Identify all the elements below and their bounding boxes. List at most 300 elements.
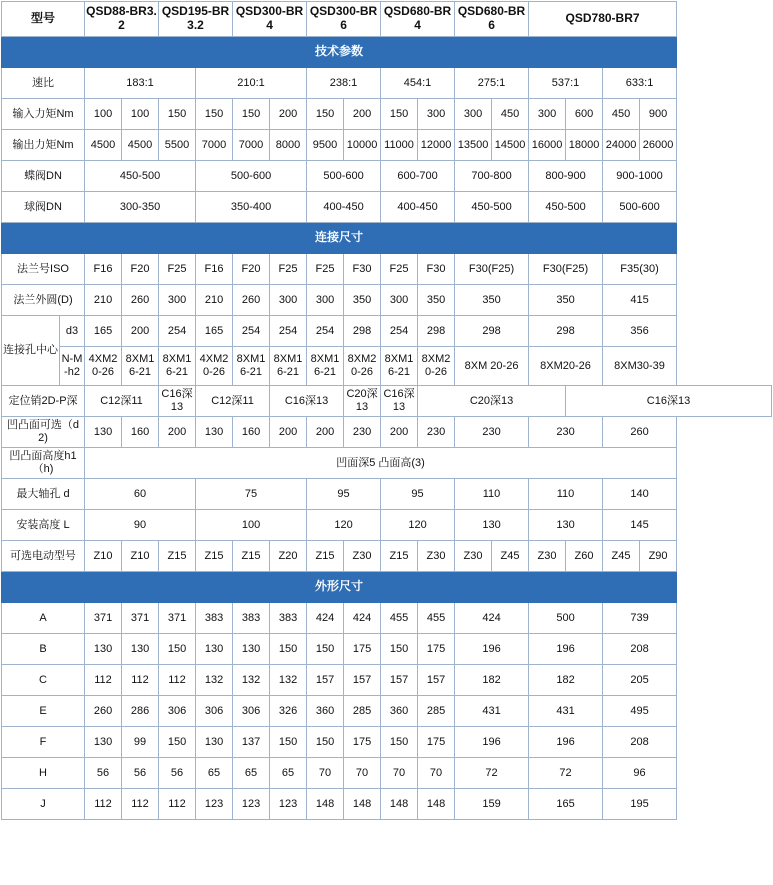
cell: 150 [159,99,196,130]
row-concave-d2 [2,417,772,448]
cell: Z30 [418,541,455,572]
cell: Z15 [196,541,233,572]
row-hole-center-d3 [2,316,772,347]
cell: 300 [307,285,344,316]
cell: 208 [603,727,677,758]
cell: 148 [307,789,344,820]
cell: 150 [196,99,233,130]
cell: 300-350 [85,192,196,223]
cell: 150 [381,634,418,665]
cell: 205 [603,665,677,696]
cell: C12深11 [196,386,270,417]
cell: 99 [122,727,159,758]
row-label: 最大轴孔 d [2,479,85,510]
row-motor-model [2,541,772,572]
cell: 350 [455,285,529,316]
cell: F25 [159,254,196,285]
row-label: 输入力矩Nm [2,99,85,130]
cell: 150 [307,99,344,130]
cell: C12深11 [85,386,159,417]
cell: 383 [196,603,233,634]
cell: 8XM30-39 [603,347,677,386]
cell: 148 [418,789,455,820]
row-label: 球阀DN [2,192,85,223]
row-label: E [2,696,85,727]
cell: 450-500 [529,192,603,223]
cell: 8XM16-21 [122,347,159,386]
cell: 900-1000 [603,161,677,192]
cell: 700-800 [455,161,529,192]
section-banner-connect [2,223,772,254]
cell: 298 [344,316,381,347]
cell: 160 [233,417,270,448]
cell: 150 [159,727,196,758]
cell: 11000 [381,130,418,161]
cell: 70 [418,758,455,789]
cell: Z30 [529,541,566,572]
cell: 260 [122,285,159,316]
cell: 8XM20-26 [344,347,381,386]
model-6: QSD680-BR6 [455,2,529,37]
cell: 254 [233,316,270,347]
cell: 230 [418,417,455,448]
cell: 150 [233,99,270,130]
cell: 431 [529,696,603,727]
cell: 159 [455,789,529,820]
cell: 110 [529,479,603,510]
cell: 130 [85,727,122,758]
cell: 371 [85,603,122,634]
cell: F20 [233,254,270,285]
cell: 424 [344,603,381,634]
cell: 112 [159,789,196,820]
cell: 112 [159,665,196,696]
banner-connect-label: 连接尺寸 [2,223,677,254]
cell: 175 [418,634,455,665]
cell: 400-450 [307,192,381,223]
row-A [2,603,772,634]
cell: F20 [122,254,159,285]
row-label: B [2,634,85,665]
cell: 230 [455,417,529,448]
cell: 70 [381,758,418,789]
cell: 175 [344,634,381,665]
row-label: H [2,758,85,789]
cell: 4500 [122,130,159,161]
cell: Z15 [233,541,270,572]
header-label: 型号 [2,2,85,37]
cell: 8XM20-26 [529,347,603,386]
cell: 110 [455,479,529,510]
cell: 182 [455,665,529,696]
row-C [2,665,772,696]
cell: 400-450 [381,192,455,223]
cell: 306 [159,696,196,727]
cell: 56 [122,758,159,789]
cell: 326 [270,696,307,727]
cell: 500-600 [196,161,307,192]
cell: 112 [122,665,159,696]
cell: C20深13 [344,386,381,417]
cell: 360 [307,696,344,727]
cell: 150 [307,634,344,665]
cell: 4XM20-26 [85,347,122,386]
cell: 130 [233,634,270,665]
cell: 56 [85,758,122,789]
row-butterfly-dn [2,161,772,192]
cell: 120 [381,510,455,541]
cell: 298 [529,316,603,347]
cell: 8XM 20-26 [455,347,529,386]
cell: 500 [529,603,603,634]
cell: 70 [344,758,381,789]
cell: 455 [381,603,418,634]
model-3: QSD300-BR4 [233,2,307,37]
cell: 254 [381,316,418,347]
cell: C16深13 [381,386,418,417]
cell: 200 [270,99,307,130]
cell: 300 [529,99,566,130]
cell: 195 [603,789,677,820]
cell: 600 [566,99,603,130]
cell: 150 [381,99,418,130]
cell: 424 [455,603,529,634]
cell: 130 [85,634,122,665]
row-label: C [2,665,85,696]
row-H [2,758,772,789]
row-dowel [2,386,772,417]
cell: 230 [344,417,381,448]
cell: 112 [85,789,122,820]
row-label: 法兰号ISO [2,254,85,285]
sub-label-d3: d3 [60,316,85,347]
cell: Z30 [344,541,381,572]
row-label: 输出力矩Nm [2,130,85,161]
sub-label-nmh2: N-M-h2 [60,347,85,386]
cell: 450-500 [85,161,196,192]
cell: 260 [85,696,122,727]
cell: 157 [307,665,344,696]
cell: 65 [233,758,270,789]
cell: 260 [233,285,270,316]
cell: 300 [270,285,307,316]
row-label: 蝶阀DN [2,161,85,192]
model-5: QSD680-BR4 [381,2,455,37]
cell: F16 [196,254,233,285]
cell: 254 [159,316,196,347]
cell: 275:1 [455,68,529,99]
cell: 130 [455,510,529,541]
cell: 454:1 [381,68,455,99]
row-label-hole-center: 连接孔中心 [2,316,60,386]
cell: 500-600 [307,161,381,192]
cell: 7000 [196,130,233,161]
cell: 8XM16-21 [381,347,418,386]
cell: 600-700 [381,161,455,192]
cell: 123 [270,789,307,820]
row-label: A [2,603,85,634]
cell: F25 [270,254,307,285]
cell: 210 [85,285,122,316]
cell: 350-400 [196,192,307,223]
cell: Z45 [603,541,640,572]
cell: 148 [381,789,418,820]
cell: 150 [159,634,196,665]
cell: 112 [85,665,122,696]
cell: 415 [603,285,677,316]
cell: 300 [381,285,418,316]
row-output-torque [2,130,772,161]
cell: 800-900 [529,161,603,192]
cell: 150 [270,727,307,758]
row-hole-center-nmh2 [2,347,772,386]
cell: 300 [455,99,492,130]
row-F [2,727,772,758]
cell: 8XM16-21 [270,347,307,386]
specification-table [1,1,772,820]
cell: 70 [307,758,344,789]
cell: 196 [455,634,529,665]
cell: 157 [418,665,455,696]
cell: 26000 [640,130,677,161]
cell: 12000 [418,130,455,161]
cell: 383 [270,603,307,634]
cell: 5500 [159,130,196,161]
cell: Z15 [307,541,344,572]
cell: 900 [640,99,677,130]
row-label: 速比 [2,68,85,99]
cell: 200 [344,99,381,130]
cell: 14500 [492,130,529,161]
cell: C20深13 [418,386,566,417]
cell: 160 [122,417,159,448]
row-flange-od [2,285,772,316]
cell: 424 [307,603,344,634]
cell: 383 [233,603,270,634]
cell: F16 [85,254,122,285]
row-install-height [2,510,772,541]
cell: 254 [270,316,307,347]
cell: 238:1 [307,68,381,99]
banner-outline-label: 外形尺寸 [2,572,677,603]
cell: 8XM16-21 [307,347,344,386]
cell: 356 [603,316,677,347]
cell: 123 [233,789,270,820]
cell: 739 [603,603,677,634]
model-2: QSD195-BR3.2 [159,2,233,37]
cell: 7000 [233,130,270,161]
cell: 165 [196,316,233,347]
cell: 65 [196,758,233,789]
cell: 95 [381,479,455,510]
cell: F35(30) [603,254,677,285]
row-max-bore [2,479,772,510]
cell: 208 [603,634,677,665]
cell: 196 [529,727,603,758]
cell: Z90 [640,541,677,572]
cell: 200 [270,417,307,448]
cell: 450 [492,99,529,130]
cell: 285 [344,696,381,727]
cell: 13500 [455,130,492,161]
cell: Z10 [122,541,159,572]
cell: 175 [344,727,381,758]
cell: F30 [344,254,381,285]
cell: 8XM20-26 [418,347,455,386]
cell: 100 [85,99,122,130]
model-4: QSD300-BR6 [307,2,381,37]
cell: 285 [418,696,455,727]
cell: F25 [381,254,418,285]
cell: 90 [85,510,196,541]
cell: 120 [307,510,381,541]
cell: 9500 [307,130,344,161]
cell: 300 [418,99,455,130]
row-label: 凹凸面可选（d2) [2,417,85,448]
cell: 150 [270,634,307,665]
cell: 500-600 [603,192,677,223]
cell: C16深13 [159,386,196,417]
cell: Z10 [85,541,122,572]
cell: 350 [418,285,455,316]
row-B [2,634,772,665]
cell: 371 [122,603,159,634]
cell: Z15 [381,541,418,572]
cell: 200 [307,417,344,448]
cell: 182 [529,665,603,696]
cell: 132 [270,665,307,696]
cell: 431 [455,696,529,727]
cell: 130 [196,417,233,448]
cell: 165 [529,789,603,820]
cell: 450-500 [455,192,529,223]
cell: 183:1 [85,68,196,99]
cell: F25 [307,254,344,285]
cell: 72 [455,758,529,789]
cell: Z15 [159,541,196,572]
cell: 298 [455,316,529,347]
cell: 200 [381,417,418,448]
cell: 4XM20-26 [196,347,233,386]
cell: 371 [159,603,196,634]
cell: 254 [307,316,344,347]
cell: 95 [307,479,381,510]
cell: 165 [85,316,122,347]
row-label: 定位销2D-P深 [2,386,85,417]
cell: 16000 [529,130,566,161]
cell: 8000 [270,130,307,161]
cell: 537:1 [529,68,603,99]
model-7: QSD780-BR7 [529,2,677,37]
cell: 455 [418,603,455,634]
section-banner-tech [2,37,772,68]
row-concave-h1 [2,448,772,479]
cell: Z45 [492,541,529,572]
row-J [2,789,772,820]
row-label: 可选电动型号 [2,541,85,572]
row-label: 安装高度 L [2,510,85,541]
cell: 130 [85,417,122,448]
cell: 350 [529,285,603,316]
cell: 200 [122,316,159,347]
cell: C16深13 [270,386,344,417]
cell: 230 [529,417,603,448]
cell: 260 [603,417,677,448]
cell: 24000 [603,130,640,161]
row-label: J [2,789,85,820]
row-E [2,696,772,727]
cell: 175 [418,727,455,758]
cell: 298 [418,316,455,347]
cell: 196 [529,634,603,665]
cell: C16深13 [566,386,772,417]
cell: 130 [196,727,233,758]
cell: 凹面深5 凸面高(3) [85,448,677,479]
cell: 130 [196,634,233,665]
cell: 75 [196,479,307,510]
row-ball-dn [2,192,772,223]
cell: 495 [603,696,677,727]
cell: 150 [381,727,418,758]
cell: 4500 [85,130,122,161]
cell: Z60 [566,541,603,572]
cell: 157 [381,665,418,696]
cell: 10000 [344,130,381,161]
cell: 350 [344,285,381,316]
cell: 196 [455,727,529,758]
cell: 100 [196,510,307,541]
cell: 60 [85,479,196,510]
cell: 210 [196,285,233,316]
cell: F30(F25) [455,254,529,285]
cell: 360 [381,696,418,727]
cell: 8XM16-21 [233,347,270,386]
cell: 450 [603,99,640,130]
row-label: F [2,727,85,758]
cell: 633:1 [603,68,677,99]
table-header-row [2,2,772,37]
cell: 300 [159,285,196,316]
cell: 56 [159,758,196,789]
cell: 137 [233,727,270,758]
section-banner-outline [2,572,772,603]
cell: 65 [270,758,307,789]
cell: 306 [196,696,233,727]
cell: F30 [418,254,455,285]
row-speed-ratio [2,68,772,99]
cell: F30(F25) [529,254,603,285]
cell: 112 [122,789,159,820]
cell: 132 [233,665,270,696]
row-label: 法兰外圆(D) [2,285,85,316]
cell: 72 [529,758,603,789]
cell: 150 [307,727,344,758]
cell: Z30 [455,541,492,572]
cell: 96 [603,758,677,789]
cell: 100 [122,99,159,130]
cell: 130 [529,510,603,541]
cell: Z20 [270,541,307,572]
cell: 18000 [566,130,603,161]
model-1: QSD88-BR3.2 [85,2,159,37]
row-input-torque [2,99,772,130]
cell: 145 [603,510,677,541]
cell: 130 [122,634,159,665]
cell: 210:1 [196,68,307,99]
cell: 306 [233,696,270,727]
cell: 200 [159,417,196,448]
cell: 132 [196,665,233,696]
